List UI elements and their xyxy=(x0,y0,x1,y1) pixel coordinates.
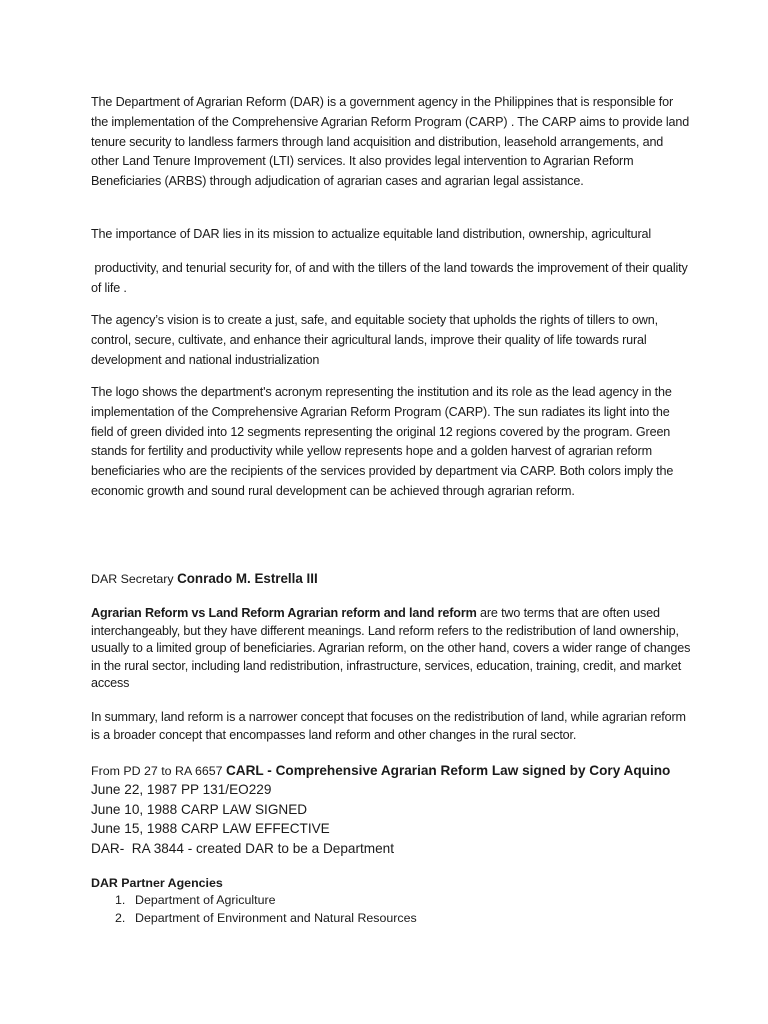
importance-line-1: The importance of DAR lies in its mission to actualize equitable land distribution, ownership, agricultural xyxy=(91,227,652,241)
carl-line xyxy=(91,763,731,778)
list-label: Department of Environment and Natural Resources xyxy=(135,911,417,925)
timeline-item: June 15, 1988 CARP LAW EFFECTIVE xyxy=(91,821,330,836)
timeline-item: DAR- RA 3844 - created DAR to be a Department xyxy=(91,841,394,856)
reform-text: are two terms that are often used interchangeably, but they have different meanings. Land reform refers to the redistribution of land ownership, usually to a limited group of beneficiaries. Agrarian reform, on the other hand, covers a wider range of changes in the rural sector, including land redistribution, infrastructure, services, education, training, credit, and market access xyxy=(91,606,691,690)
timeline-item: June 10, 1988 CARP LAW SIGNED xyxy=(91,802,308,817)
secretary-name: Conrado M. Estrella III xyxy=(177,571,318,586)
carl-prefix: From PD 27 to RA 6657 xyxy=(91,764,226,778)
reform-paragraph xyxy=(91,605,691,693)
secretary-label: DAR Secretary xyxy=(91,572,178,586)
list-item xyxy=(91,909,417,927)
intro-paragraph: The Department of Agrarian Reform (DAR) is a government agency in the Philippines that is responsible for the implementation of the Comprehensive Agrarian Reform Program (CARP) . The CARP aims to provide land tenure security to landless farmers through land acquisition and distribution, leasehold arrangements, and other Land Tenure Improvement (LTI) services. It also provides legal intervention to Agrarian Reform Beneficiaries (ARBS) through adjudication of agrarian cases and agrarian legal assistance. xyxy=(91,95,690,189)
timeline-item: June 22, 1987 PP 131/EO229 xyxy=(91,782,272,797)
vision-paragraph: The agency’s vision is to create a just, safe, and equitable society that upholds the rights of tillers to own, control, secure, cultivate, and enhance their agricultural lands, improve their quality of life towards rural development and national industrialization xyxy=(91,313,658,367)
importance-line-2: productivity, and tenurial security for, of and with the tillers of the land towards the improvement of their quality of life . xyxy=(91,261,692,295)
logo-paragraph: The logo shows the department's acronym representing the institution and its role as the lead agency in the implementation of the Comprehensive Agrarian Reform Program (CARP). The sun radiates its light into the field of green divided into 12 segments representing the original 12 regions covered by the program. Green stands for fertility and productivity while yellow represents hope and a golden harvest of agrarian reform beneficiaries who are the recipients of the services provided by department via CARP. Both colors imply the economic growth and sound rural development can be achieved through agrarian reform. xyxy=(91,385,674,498)
partners-heading: DAR Partner Agencies xyxy=(91,876,223,890)
secretary-line xyxy=(91,571,318,586)
summary-paragraph: In summary, land reform is a narrower concept that focuses on the redistribution of land, while agrarian reform is a broader concept that encompasses land reform and other changes in the rural sector. xyxy=(91,710,686,742)
reform-heading: Agrarian Reform vs Land Reform Agrarian reform and land reform xyxy=(91,606,477,620)
list-item xyxy=(91,891,417,909)
carl-title: CARL - Comprehensive Agrarian Reform Law signed by Cory Aquino xyxy=(225,763,671,778)
partners-list xyxy=(91,891,417,927)
list-label: Department of Agriculture xyxy=(135,893,276,907)
list-number: 2. xyxy=(115,911,126,925)
list-number: 1. xyxy=(115,893,126,907)
